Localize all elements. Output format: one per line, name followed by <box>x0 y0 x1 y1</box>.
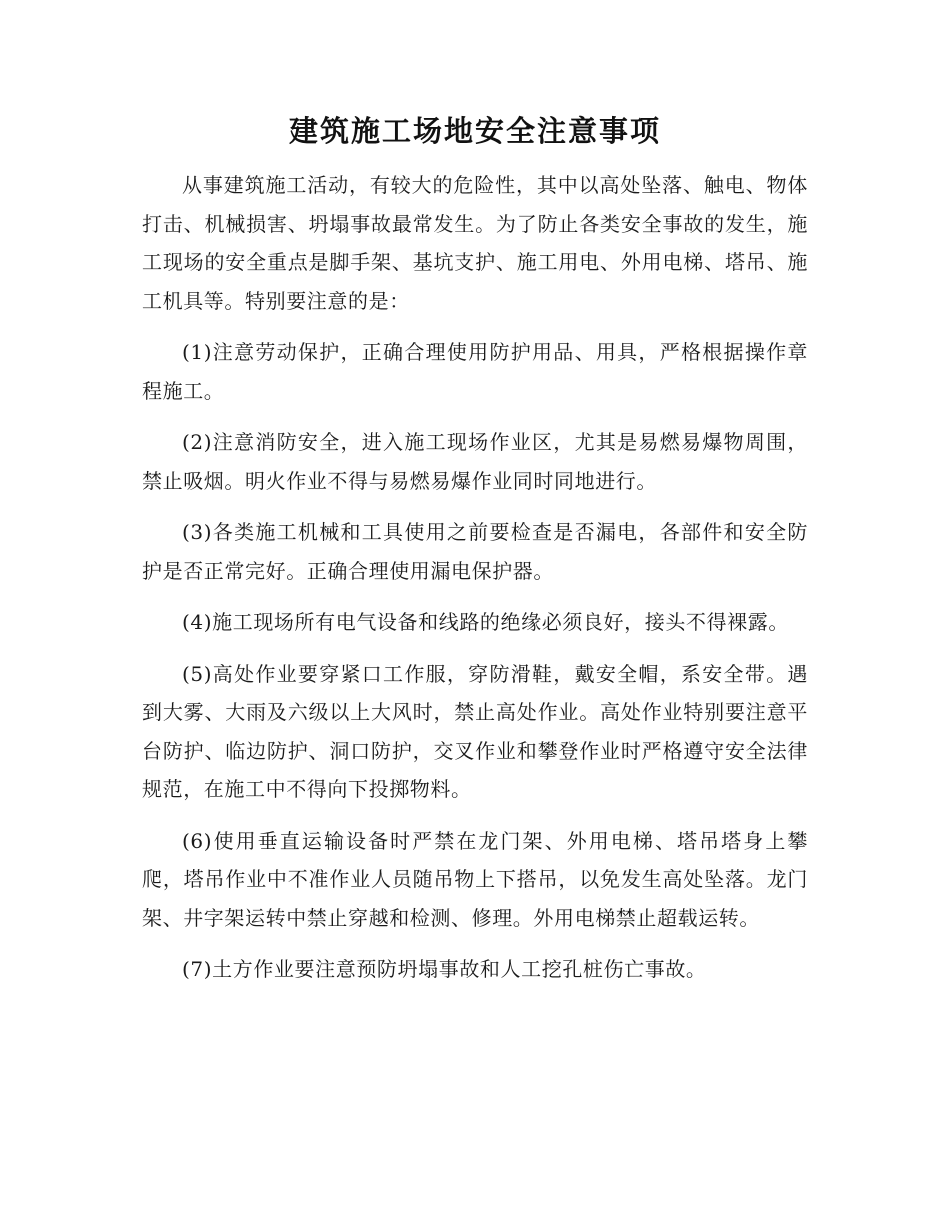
list-item-5: (5)高处作业要穿紧口工作服，穿防滑鞋，戴安全帽，系安全带。遇到大雾、大雨及六级以上大风时，禁止高处作业。高处作业特别要注意平台防护、临边防护、洞口防护，交叉作业和攀登作业时严格遵守安全法律规范，在施工中不得向下投掷物料。 <box>142 661 808 801</box>
list-item-1: (1)注意劳动保护，正确合理使用防护用品、用具，严格根据操作章程施工。 <box>142 340 808 403</box>
list-item-2: (2)注意消防安全，进入施工现场作业区，尤其是易燃易爆物周围，禁止吸烟。明火作业不得与易燃易爆作业同时同地进行。 <box>142 430 808 493</box>
intro-paragraph: 从事建筑施工活动，有较大的危险性，其中以高处坠落、触电、物体打击、机械损害、坍塌事故最常发生。为了防止各类安全事故的发生，施工现场的安全重点是脚手架、基坑支护、施工用电、外用电梯、塔吊、施工机具等。特别要注意的是： <box>142 173 808 313</box>
list-item-7: (7)土方作业要注意预防坍塌事故和人工挖孔桩伤亡事故。 <box>182 957 707 981</box>
list-item-6: (6)使用垂直运输设备时严禁在龙门架、外用电梯、塔吊塔身上攀爬，塔吊作业中不准作业人员随吊物上下搭吊，以免发生高处坠落。龙门架、井字架运转中禁止穿越和检测、修理。外用电梯禁止超载运转。 <box>142 828 808 930</box>
list-item-3: (3)各类施工机械和工具使用之前要检查是否漏电，各部件和安全防护是否正常完好。正确合理使用漏电保护器。 <box>142 520 808 583</box>
list-item-4: (4)施工现场所有电气设备和线路的绝缘必须良好，接头不得裸露。 <box>182 610 789 634</box>
document-title: 建筑施工场地安全注意事项 <box>288 114 661 148</box>
